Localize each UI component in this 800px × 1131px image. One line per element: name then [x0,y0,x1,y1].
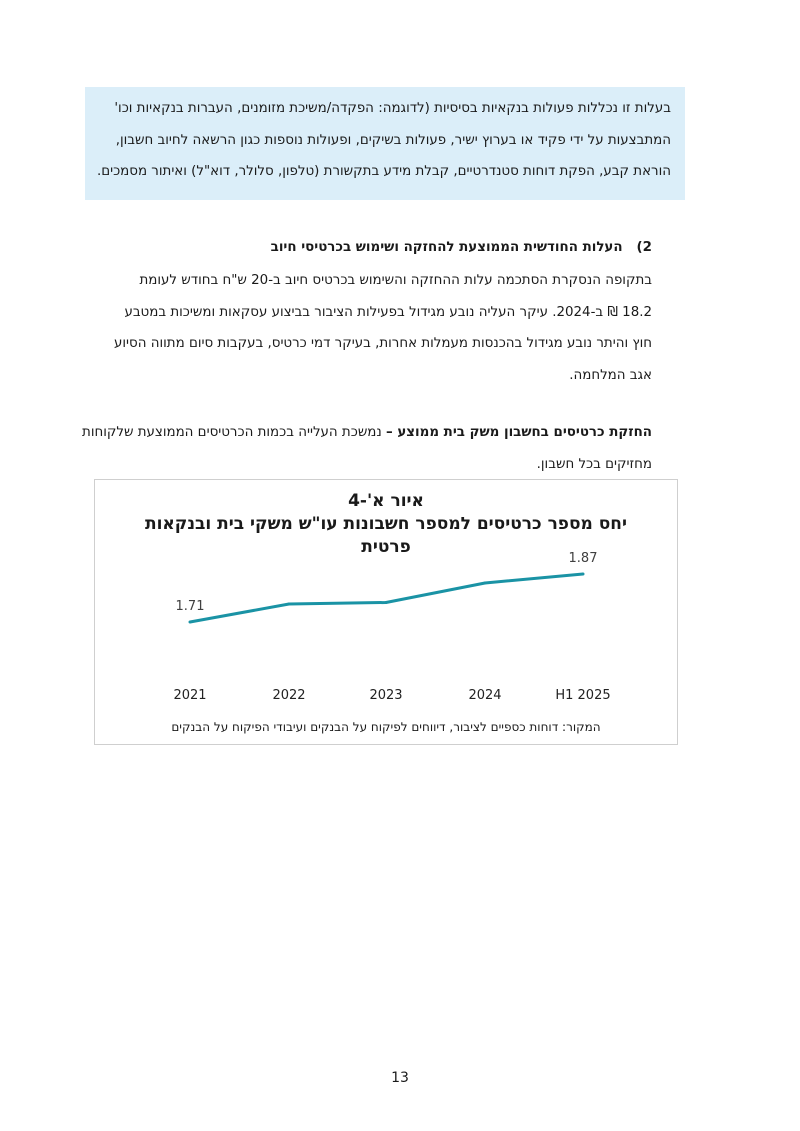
info-box-line: המתבצעות על ידי פקיד או בערוץ ישיר, פעולות בשיקים, ופעולות נוספות כגון הרשאה לחיוב חשבון, [115,132,671,148]
paragraph-line: אגב המלחמה. [569,367,652,383]
line-chart [95,480,677,716]
x-tick-label: H1 2025 [555,688,611,703]
section-title: העלות החודשית הממוצעת להחזקה ושימוש בכרטיסי חיוב [270,240,623,255]
data-point [484,582,487,585]
x-tick-label: 2024 [468,688,502,703]
paragraph-bold-lead: החזקת כרטיסים בחשבון משק בית ממוצע – [386,425,652,440]
page-number: 13 [391,1070,409,1086]
paragraph-line: 18.2 ₪ ב-2024. עיקר העליה נובע מגידול בפעילות הציבור בביצוע עסקאות ומשיכות במטבע [124,304,652,320]
data-point [288,603,291,606]
paragraph-line: מחזיקים בכל חשבון. [536,456,652,472]
paragraph-text: נמשכת העלייה בכמות הכרטיסים הממוצעת שלקוחות [82,425,387,440]
paragraph-line [82,417,652,449]
data-label: 1.87 [568,551,598,566]
cards-paragraph [82,417,652,480]
info-box-line: בעלות זו נכללות פעולות בנקאיות בסיסיות (לדוגמה: הפקדה/משיכת מזומנים, העברות בנקאיות וכו' [114,101,671,116]
info-box-line: הוראת קבע, הפקת דוחות סטנדרטיים, קבלת מידע בתקשורת (טלפון, סלולר, דוא"ל) ואיתור מסמכים. [96,164,671,179]
data-point [385,601,388,604]
chart-source: המקור: דוחות כספיים לציבור, דיווחים לפיקוח על הבנקים ועיבודי הפיקוח על הבנקים [171,720,601,734]
series-line [190,574,583,622]
data-point [189,621,192,624]
x-tick-label: 2021 [173,688,207,703]
section-paragraph [92,265,652,391]
chart-title-line: פרטית [361,537,411,557]
chart-container [94,479,678,745]
section-heading [271,240,652,255]
paragraph-line: בתקופה הנסקרת הסתכמה עלות ההחזקה והשימוש בכרטיס חיוב ב-20 ש"ח בחודש לעומת [139,273,652,288]
data-label: 1.71 [175,599,205,614]
info-box [85,87,685,200]
data-point [582,573,585,576]
chart-title-line: יחס מספר כרטיסים למספר חשבונות עו"ש משקי בית ובנקאות [144,514,627,534]
x-tick-label: 2023 [369,688,403,703]
paragraph-line: חוץ והיתר נובע מגידול בהכנסות מעמלות אחרות, בעיקר דמי כרטיס, בעקבות סיום מתווה הסיוע [114,336,652,351]
chart-title-line: איור א'-4 [348,491,424,511]
section-number: 2) [636,240,652,255]
x-tick-label: 2022 [272,688,306,703]
